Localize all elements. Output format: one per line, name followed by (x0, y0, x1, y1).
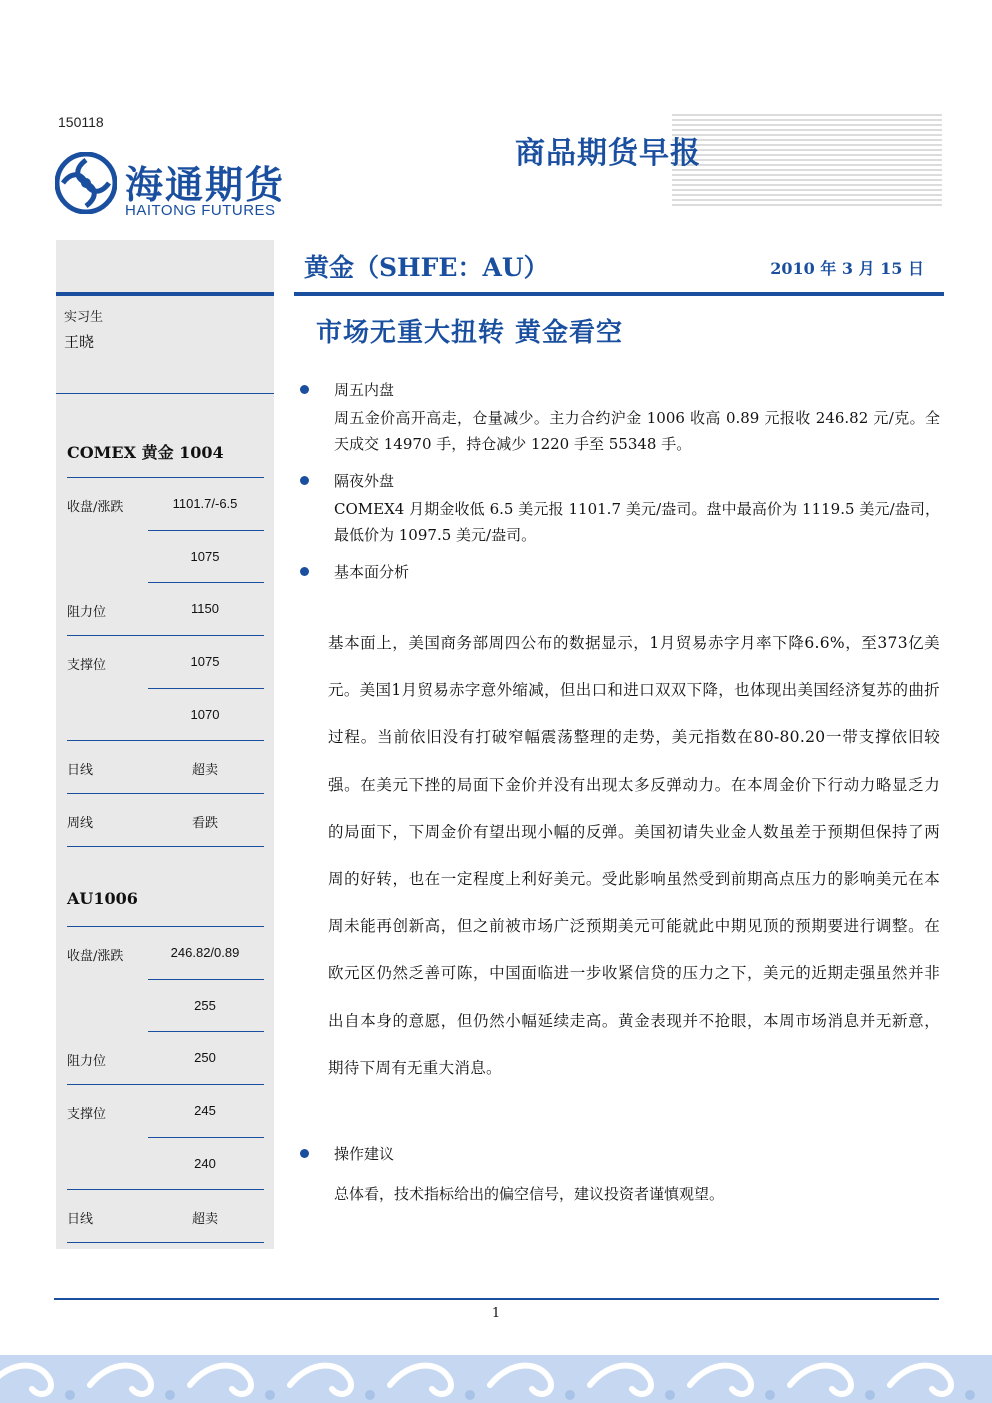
document-code: 150118 (58, 114, 104, 130)
table-row (56, 1138, 274, 1191)
row-value: 245 (194, 1103, 216, 1119)
bullet-icon (300, 476, 309, 485)
section-body: 总体看，技术指标给出的偏空信号，建议投资者谨慎观望。 (334, 1185, 725, 1203)
table-row (56, 636, 274, 689)
section-body: 周五金价高开高走，仓量减少。主力合约沪金 1006 收高 0.89 元报收 246.82 元/克。全天成交 14970 手，持仓减少 1220 手至 55348 手。 (334, 409, 940, 453)
analyst-name: 王晓 (64, 333, 95, 351)
row-label: 周线 (67, 816, 94, 832)
logo-english-name: HAITONG FUTURES (125, 202, 276, 219)
comex-table (56, 426, 274, 847)
fundamental-analysis-body: 基本面上，美国商务部周四公布的数据显示，1月贸易赤字月率下降6.6%，至373亿美元。美国1月贸易赤字意外缩减，但出口和进口双双下降，也体现出美国经济复苏的曲折过程。当前依旧没有打破窄幅震荡整理的走势，美元指数在80-80.20一带支撑依旧较强。在美元下挫的局面下金价并没有出现太多反弹动力。在本周金价下行动力略显乏力的局面下，下周金价有望出现小幅的反弹。美国初请失业金人数虽差于预期但保持了两周的好转，也在一定程度上利好美元。受此影响虽然受到前期高点压力的影响美元在本周未能再创新高，但之前被市场广泛预期美元可能就此中期见顶的预期要进行调整。在欧元区仍然乏善可陈，中国面临进一步收紧信贷的压力之下，美元的近期走强虽然并非出自本身的意愿，但仍然小幅延续走高。黄金表现并不抢眼，本周市场消息并无新意，期待下周有无重大消息。 (328, 634, 940, 1077)
au-table-title-text: AU1006 (67, 889, 138, 908)
row-label: 阻力位 (67, 605, 107, 621)
row-value: 超卖 (191, 763, 218, 779)
table-row (56, 741, 274, 794)
section-title: 周五内盘 (334, 381, 395, 399)
footer-rule (54, 1298, 939, 1300)
haitong-logo (55, 150, 285, 222)
row-value: 255 (194, 997, 216, 1013)
sidebar-header-block (56, 240, 274, 292)
comex-table-title (56, 426, 274, 478)
row-label: 支撑位 (67, 658, 107, 674)
table-row (56, 583, 274, 636)
row-label: 日线 (67, 1212, 94, 1228)
footer-wave-band (0, 1355, 992, 1403)
table-row (56, 1032, 274, 1085)
report-title: 商品期货早报 (515, 136, 701, 171)
logo-chinese-name: 海通期货 (125, 162, 286, 207)
row-value: 240 (194, 1155, 216, 1171)
report-date: 2010 年 3 月 15 日 (770, 259, 924, 278)
page-number: 1 (491, 1306, 501, 1321)
section-title: 隔夜外盘 (334, 472, 395, 490)
sidebar-blue-rule (56, 292, 274, 296)
row-value: 250 (194, 1050, 216, 1066)
sidebar-divider (56, 393, 274, 394)
table-row (56, 927, 274, 980)
table-row (56, 689, 274, 742)
row-value: 1101.7/-6.5 (172, 496, 238, 511)
row-value: 246.82/0.89 (170, 945, 240, 960)
row-value: 超卖 (191, 1212, 218, 1228)
row-value: 1075 (190, 654, 220, 670)
row-label: 日线 (67, 763, 94, 779)
row-label: 支撑位 (67, 1107, 107, 1123)
commodity-title: 黄金（SHFE：AU） (304, 253, 549, 282)
haitong-emblem-icon (55, 152, 117, 214)
row-label: 收盘/涨跌 (67, 500, 124, 515)
section-title: 基本面分析 (334, 563, 410, 581)
commodity-header (294, 240, 944, 292)
table-row (56, 478, 274, 531)
headline: 市场无重大扭转 黄金看空 (316, 318, 624, 348)
row-value: 看跌 (191, 816, 218, 832)
table-row (56, 1085, 274, 1138)
analyst-role: 实习生 (64, 310, 104, 325)
section-body: COMEX4 月期金收低 6.5 美元报 1101.7 美元/盎司。盘中最高价为 1119.5 美元/盎司，最低价为 1097.5 美元/盎司。 (334, 500, 940, 544)
table-row (56, 531, 274, 584)
row-value: 1075 (190, 548, 220, 564)
table-row (56, 980, 274, 1033)
header-blue-rule (294, 292, 944, 296)
bullet-icon (300, 385, 309, 394)
table-row (56, 794, 274, 847)
sidebar (56, 240, 274, 1249)
au-table-title (56, 875, 274, 927)
section-title: 操作建议 (334, 1145, 395, 1163)
row-value: 1150 (191, 601, 219, 617)
table-row (56, 1190, 274, 1243)
header-stripes (672, 114, 942, 206)
row-label: 阻力位 (67, 1054, 107, 1070)
row-label: 收盘/涨跌 (67, 949, 124, 964)
wave-pattern-icon (0, 1355, 992, 1403)
bullet-icon (300, 567, 309, 576)
comex-table-title-text: COMEX 黄金 1004 (67, 443, 224, 462)
au-table (56, 875, 274, 1243)
bullet-icon (300, 1149, 309, 1158)
row-value: 1070 (190, 706, 220, 722)
